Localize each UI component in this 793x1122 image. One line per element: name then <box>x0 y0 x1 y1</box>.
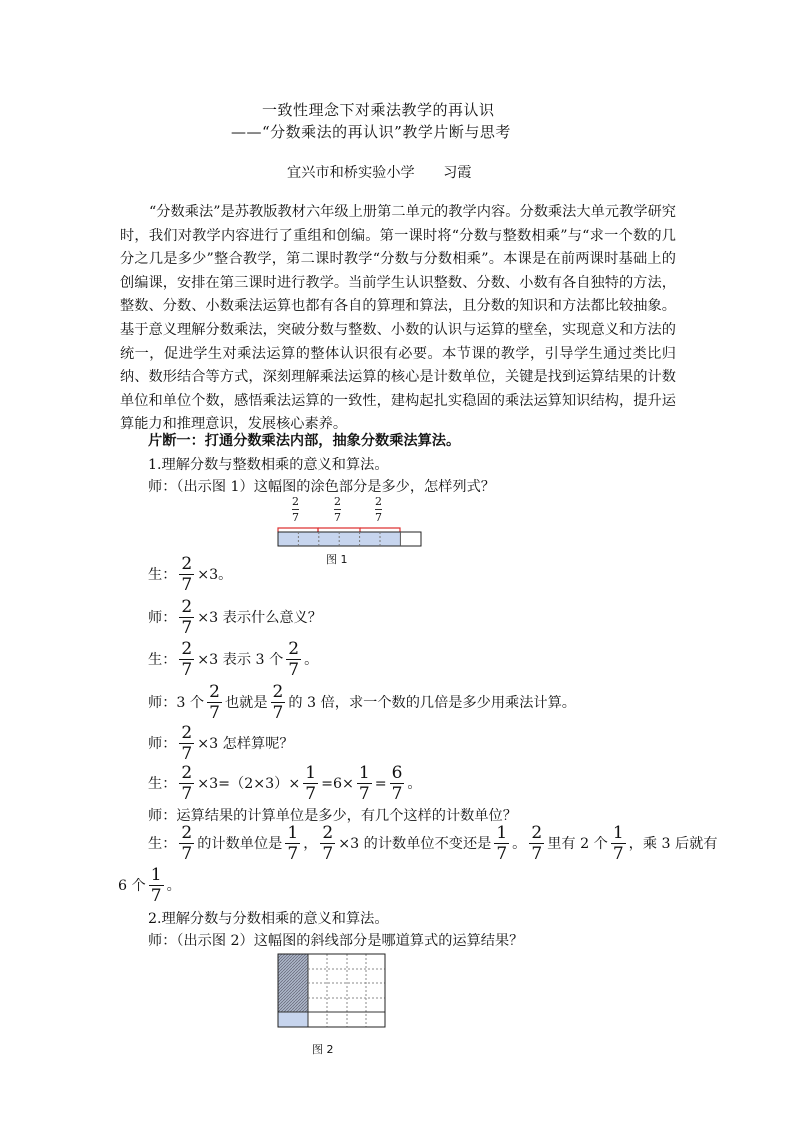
fig1-label-2: 2 7 <box>334 495 341 524</box>
page-title: 一致性理念下对乘法教学的再认识 <box>262 101 495 119</box>
fig2-hatched-region <box>278 954 308 1012</box>
dialog-line-1: 生： $\frac{2}{7}$ ×3。 <box>148 554 233 595</box>
fig1-bar <box>272 522 427 550</box>
fig1-brace-1 <box>278 528 318 532</box>
dialog-line-5: 师： $\frac{2}{7}$ ×3 怎样算呢？ <box>148 723 294 764</box>
subsection-2: 2.理解分数与分数相乘的意义和算法。 <box>148 911 389 927</box>
fig1-brace-2 <box>318 528 360 532</box>
dialog-line-8: 生： $\frac{2}{7}$ 的计数单位是 $\frac{1}{7}$ ， $\frac{2}{7}$ ×3 的计数单位不变还是 $\frac{1}{7}$ 。 $\frac{2}{7}$ 里有 2 个 $\frac{1}{7}$ ，乘 3 后就有 <box>148 823 718 864</box>
fig1-label-1: 2 7 <box>292 495 299 524</box>
dialog-line-4: 师：3 个 $\frac{2}{7}$ 也就是 $\frac{2}{7}$ 的 3 倍，求一个数的几倍是多少用乘法计算。 <box>148 682 576 723</box>
section-heading: 片断一：打通分数乘法内部，抽象分数乘法算法。 <box>148 433 461 449</box>
dialog-line-9: 6 个 $\frac{1}{7}$ 。 <box>118 865 181 906</box>
fig1-label-3: 2 7 <box>375 495 382 524</box>
page-subtitle: ——“分数乘法的再认识”教学片断与思考 <box>231 123 511 141</box>
figure-2 <box>277 953 387 1029</box>
dialog-line-6: 生： $\frac{2}{7}$ ×3=（2×3）× $\frac{1}{7}$ =6× $\frac{1}{7}$ = $\frac{6}{7}$ 。 <box>148 763 422 804</box>
dialog-line-3: 生： $\frac{2}{7}$ ×3 表示 3 个 $\frac{2}{7}$ 。 <box>148 639 319 680</box>
question-1: 师：（出示图 1）这幅图的涂色部分是多少，怎样列式？ <box>148 479 495 495</box>
fig1-caption: 图 1 <box>326 553 348 566</box>
fig1-brace-3 <box>360 528 400 532</box>
dialog-line-2: 师： $\frac{2}{7}$ ×3 表示什么意义？ <box>148 597 322 638</box>
question-2: 师：（出示图 2）这幅图的斜线部分是哪道算式的运算结果？ <box>148 933 524 949</box>
dialog-line-7: 师：运算结果的计算单位是多少，有几个这样的计数单位？ <box>148 808 517 824</box>
subsection-1: 1.理解分数与整数相乘的意义和算法。 <box>148 457 389 473</box>
fig1-shaded <box>278 532 400 546</box>
author-line: 宜兴市和桥实验小学 习霞 <box>287 165 472 181</box>
intro-paragraph: “分数乘法”是苏教版教材六年级上册第二单元的教学内容。分数乘法大单元教学研究时，我们对教学内容进行了重组和创编。第一课时将“分数与整数相乘”与“求一个数的几分之几是多少”整合教学，第二课时教学“分数与分数相乘”。本课是在前两课时基础上的创编课，安排在第三课时进行教学。当前学生认识整数、分数、小数有各自独特的方法，整数、分数、小数乘法运算也都有各自的算理和算法，且分数的知识和方法都比较抽象。基于意义理解分数乘法，突破分数与整数、小数的认识与运算的壁垒，实现意义和方法的统一，促进学生对乘法运算的整体认识很有必要。本节课的教学，引导学生通过类比归纳、数形结合等方式，深刻理解乘法运算的核心是计数单位，关键是找到运算结果的计数单位和单位个数，感悟乘法运算的一致性，建构起扎实稳固的乘法运算知识结构，提升运算能力和推理意识，发展核心素养。 <box>120 204 676 433</box>
fig2-shaded-cell <box>278 1012 308 1027</box>
fig2-caption: 图 2 <box>312 1043 334 1056</box>
